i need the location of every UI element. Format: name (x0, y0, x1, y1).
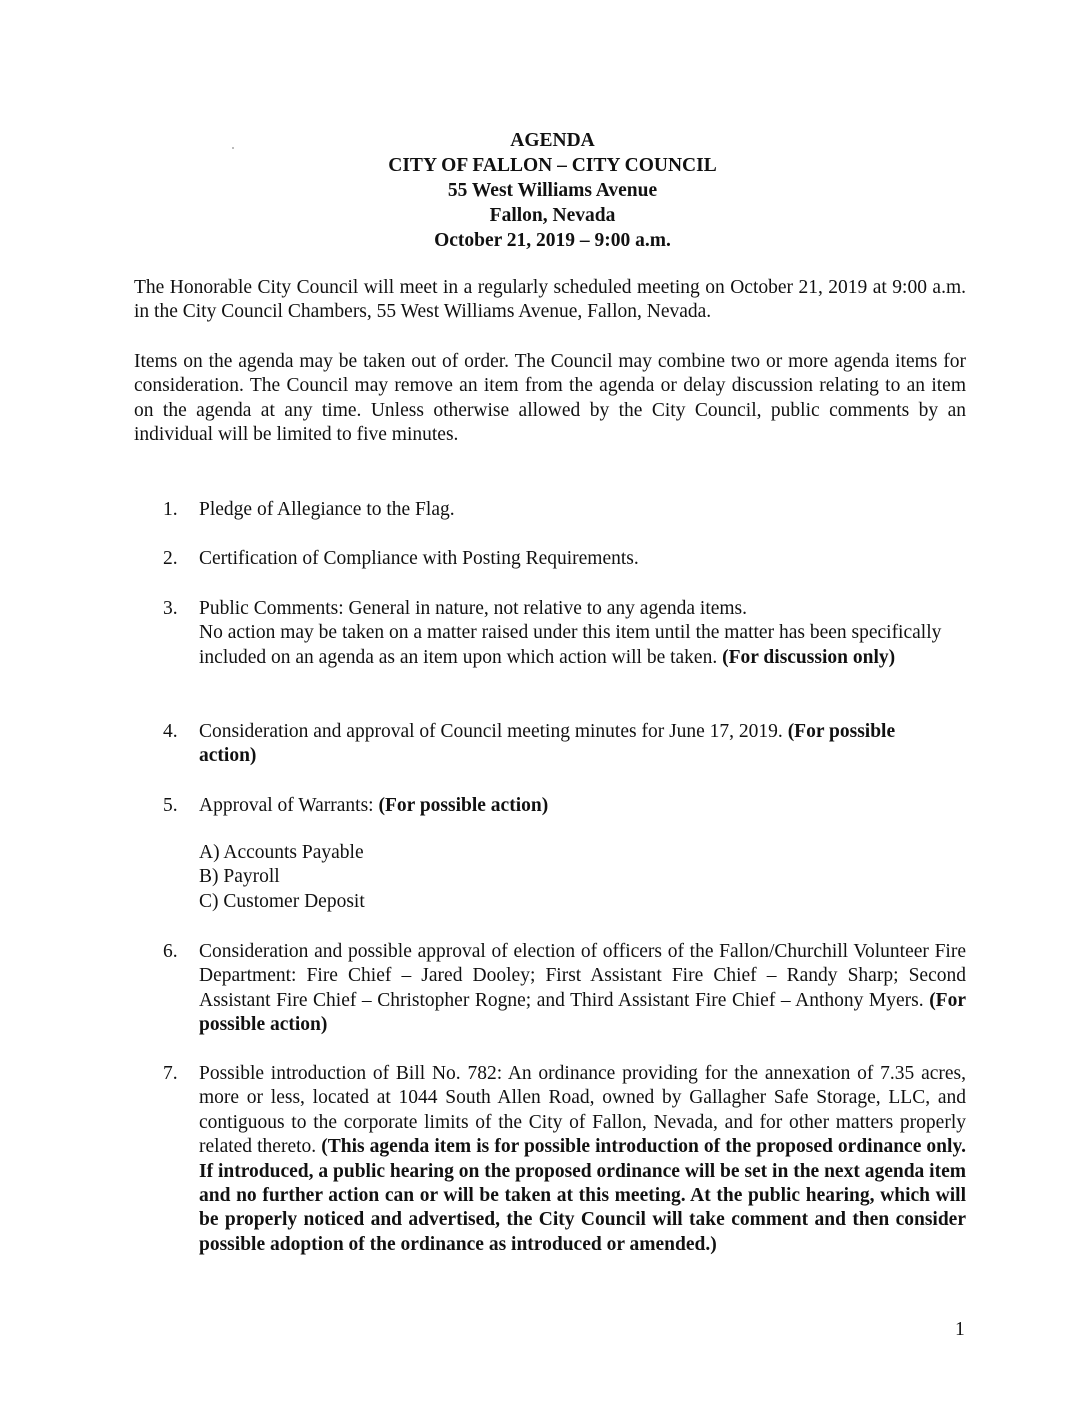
item-number: 5. (163, 795, 178, 816)
agenda-title: AGENDA (510, 130, 595, 151)
meeting-city: Fallon, Nevada (489, 205, 616, 226)
item-action-note: (For possible action) (199, 721, 896, 767)
meeting-datetime: October 21, 2019 – 9:00 a.m. (434, 230, 671, 251)
item-action-note: (This agenda item is for possible introduction of the proposed ordinance only. If introduced, a public hearing on the proposed ordinance will be set in the next agenda item and no further action can or will be taken at this meeting. At the public hearing, which will be properly noticed and advertised, the City Council will take comment and then consider possible adoption of the ordinance as introduced or amended.) (199, 1136, 966, 1255)
item-number: 1. (163, 499, 178, 520)
agenda-item-3 (163, 597, 966, 670)
intro-paragraph: The Honorable City Council will meet in a regularly scheduled meeting on October 21, 2019 at 9:00 a.m. in the City Council Chambers, 55 West Williams Avenue, Fallon, Nevada. (134, 277, 966, 323)
item-number: 7. (163, 1063, 178, 1084)
item-number: 4. (163, 721, 178, 742)
item-action-note: (For possible action) (378, 795, 549, 816)
agenda-item-2 (163, 547, 966, 571)
item-text: Certification of Compliance with Posting Requirements. (199, 548, 639, 569)
item-number: 3. (163, 598, 178, 619)
item-text: Possible introduction of Bill No. 782: An ordinance providing for the annexation of 7.35 acres, more or less, located at 1044 South Allen Road, owned by Gallagher Safe Storage, LLC, and contiguous to the corporate limits of the City of Fallon, Nevada, and for other matters properly related thereto. (199, 1063, 966, 1158)
list-item: A) Accounts Payable (199, 842, 364, 863)
page-number: 1 (955, 1319, 965, 1340)
list-item: B) Payroll (199, 866, 280, 888)
meeting-address: 55 West Williams Avenue (447, 180, 658, 201)
item-text: Pledge of Allegiance to the Flag. (199, 499, 455, 520)
item-text: Public Comments: General in nature, not relative to any agenda items. (199, 598, 748, 619)
item-action-note: (For possible action) (199, 989, 966, 1036)
council-name: CITY OF FALLON – CITY COUNCIL (388, 155, 717, 176)
item-text: Consideration and approval of Council meeting minutes for June 17, 2019. (199, 721, 783, 742)
notice-paragraph: Items on the agenda may be taken out of order. The Council may combine two or more agenda items for consideration. The Council may remove an item from the agenda or delay discussion relating to an item on the agenda at any time. Unless otherwise allowed by the City Council, public comments by an individual will be limited to five minutes. (134, 351, 966, 446)
agenda-item-7 (163, 1062, 966, 1257)
item-note: No action may be taken on a matter raised under this item until the matter has been specifically included on an agenda as an item upon which action will be taken. (199, 622, 942, 668)
item-text: Approval of Warrants: (199, 795, 374, 816)
agenda-item-6 (163, 940, 966, 1038)
item-action-note: (For discussion only) (722, 646, 896, 668)
agenda-item-5 (163, 794, 966, 818)
agenda-header (0, 128, 1079, 253)
warrant-list (199, 841, 365, 914)
item-number: 6. (163, 941, 178, 962)
item-number: 2. (163, 548, 178, 569)
item-text: Consideration and possible approval of election of officers of the Fallon/Churchill Volunteer Fire Department: Fire Chief – Jared Dooley; First Assistant Fire Chief – Randy Sharp; Second Assistant Fire Chief – Christopher Rogne; and Third Assistant Fire Chief – Anthony Myers. (199, 941, 966, 1011)
agenda-item-1 (163, 498, 966, 522)
agenda-item-4 (163, 720, 966, 769)
list-item: C) Customer Deposit (199, 890, 365, 912)
